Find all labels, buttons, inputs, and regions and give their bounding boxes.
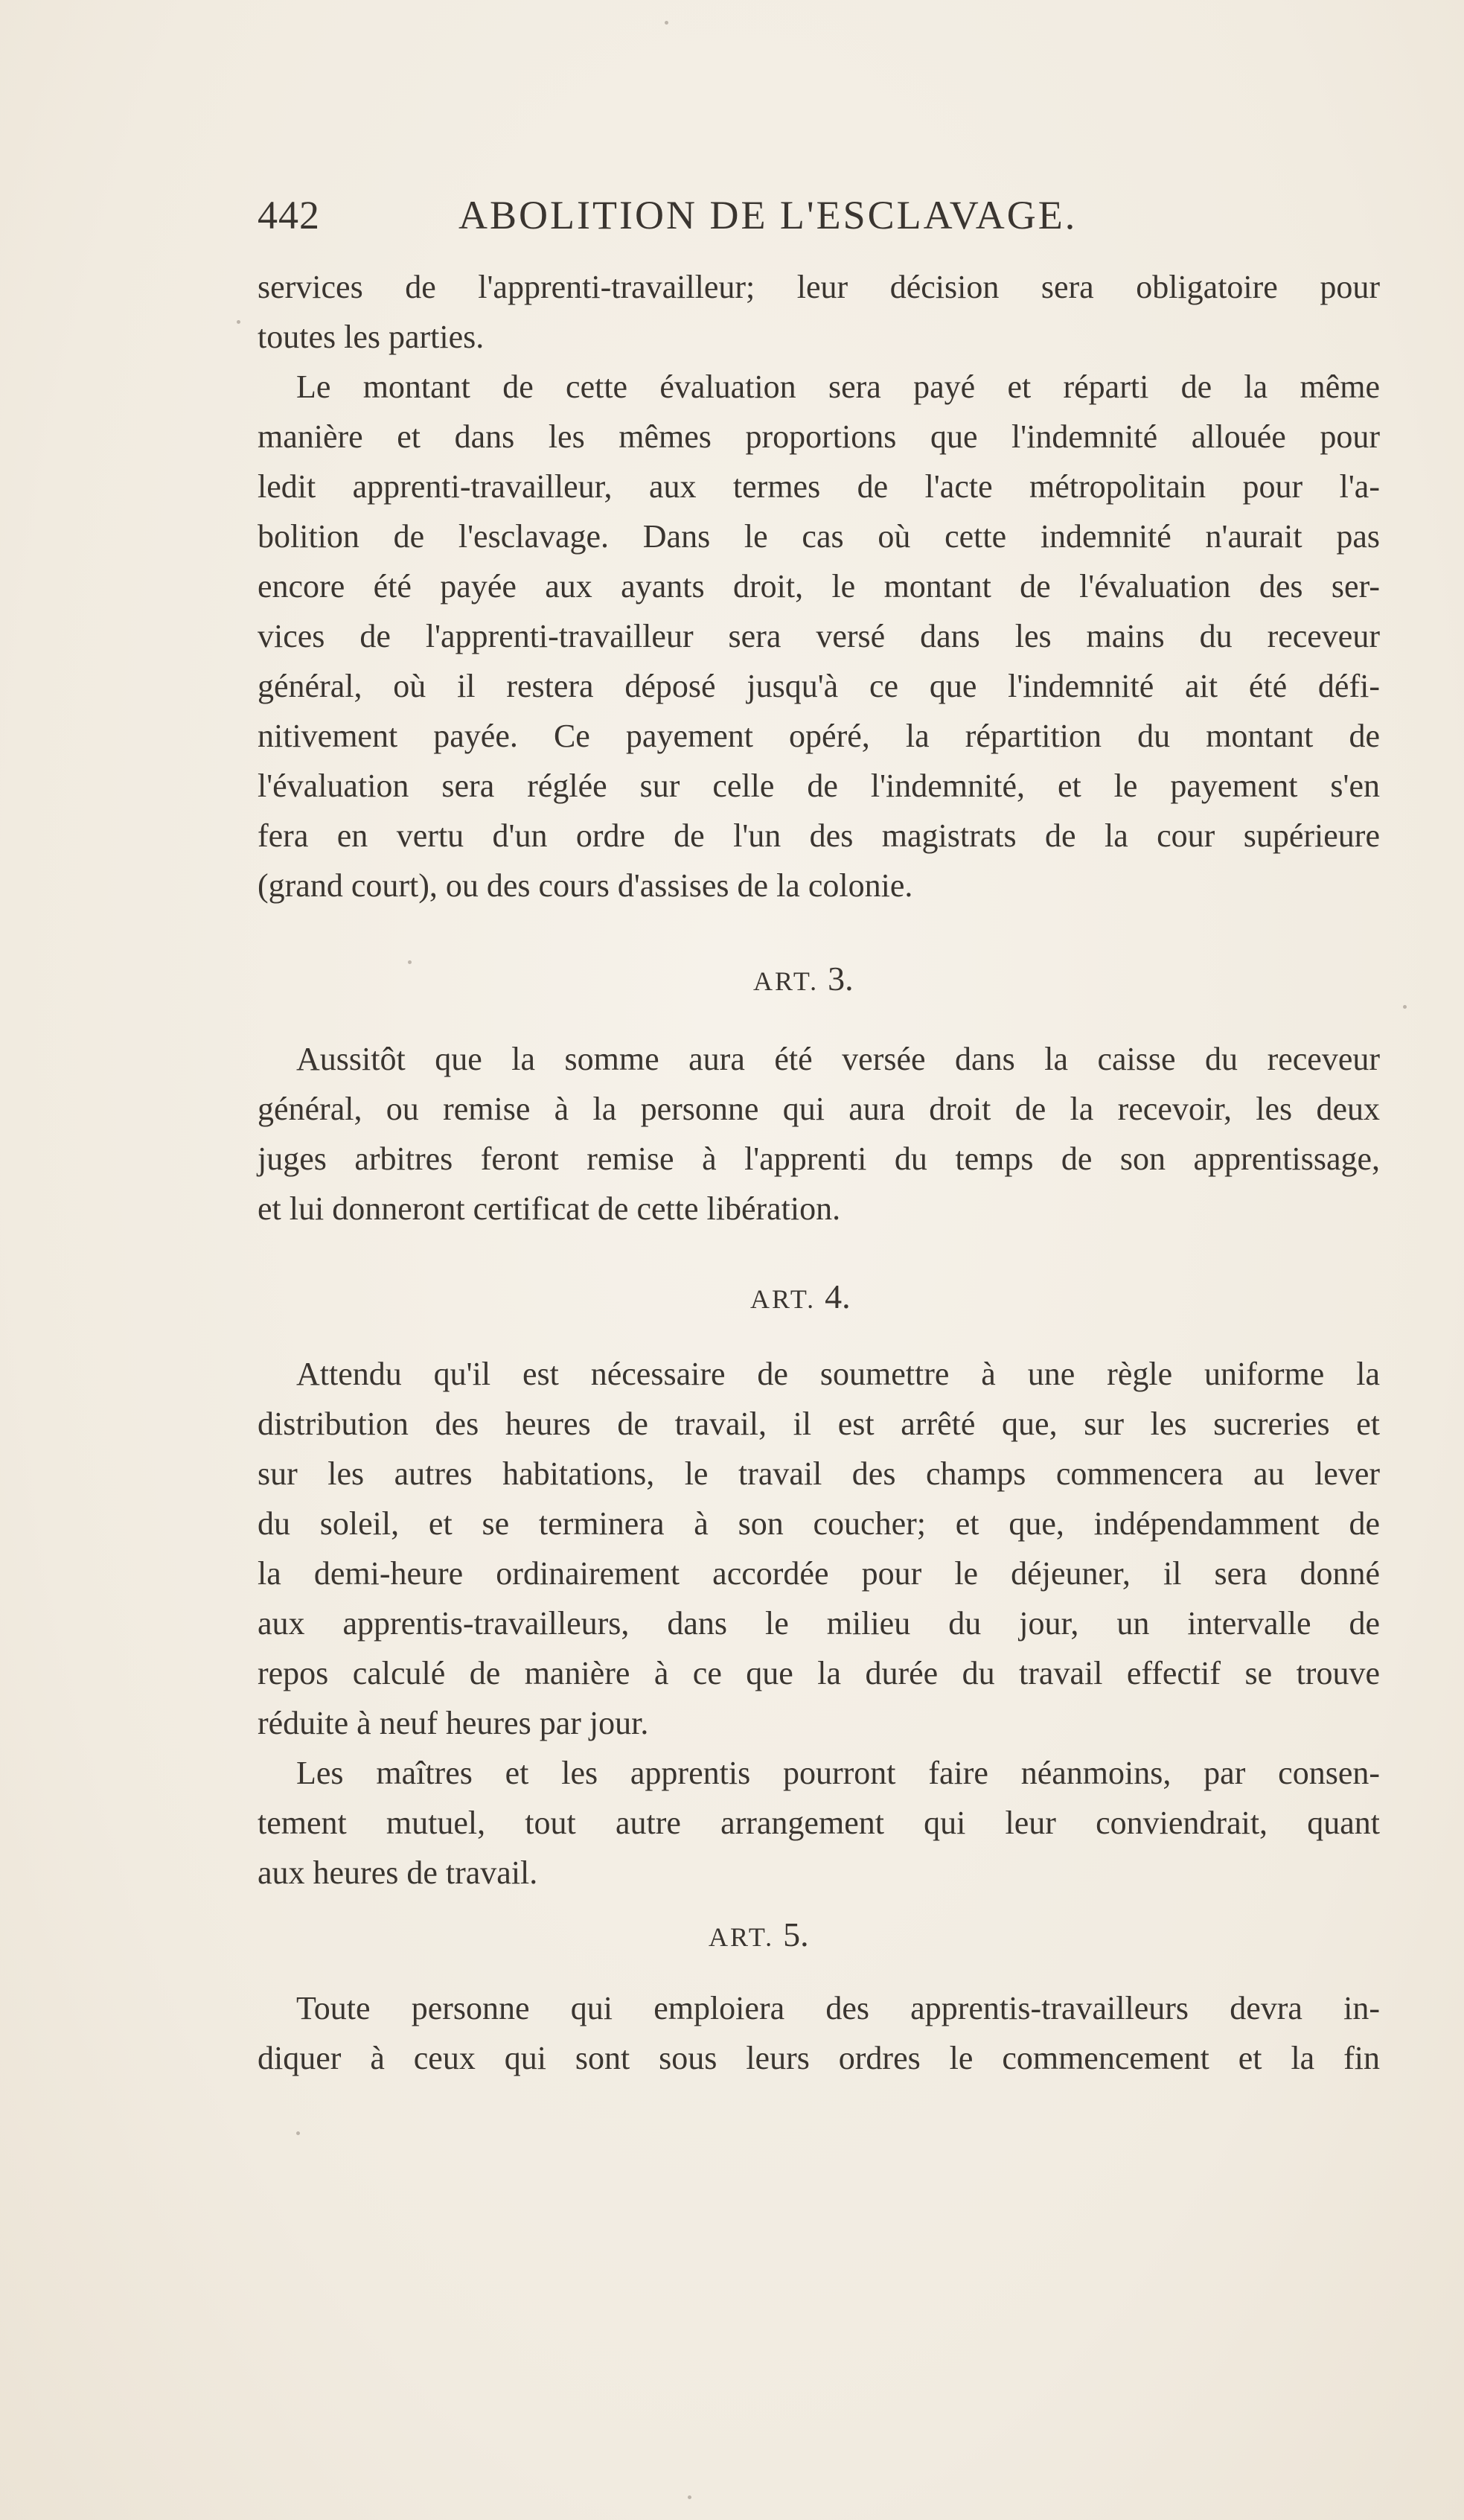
text-line: du soleil, et se terminera à son coucher; et que, indépendamment de: [258, 1505, 1380, 1542]
paper-speck: [688, 2495, 691, 2499]
text-line: repos calculé de manière à ce que la durée du travail effectif se trouve: [258, 1655, 1380, 1691]
text-line: bolition de l'esclavage. Dans le cas où cette indemnité n'aurait pas: [258, 518, 1380, 555]
text-line: Toute personne qui emploiera des apprentis-travailleurs devra in-: [296, 1990, 1380, 2026]
page-header: [258, 192, 1225, 244]
text-line: fera en vertu d'un ordre de l'un des magistrats de la cour supérieure: [258, 817, 1380, 854]
article-number: 4.: [825, 1277, 851, 1315]
article-number: 5.: [783, 1915, 809, 1953]
text-line: l'évaluation sera réglée sur celle de l'indemnité, et le payement s'en: [258, 768, 1380, 804]
text-line: réduite à neuf heures par jour.: [258, 1705, 649, 1741]
text-line: manière et dans les mêmes proportions que l'indemnité allouée pour: [258, 418, 1380, 455]
text-line: ledit apprenti-travailleur, aux termes de l'acte métropolitain pour l'a-: [258, 468, 1380, 505]
text-line: distribution des heures de travail, il est arrêté que, sur les sucreries et: [258, 1406, 1380, 1442]
paper-speck: [665, 21, 668, 25]
text-line: vices de l'apprenti-travailleur sera versé dans les mains du receveur: [258, 618, 1380, 654]
text-line: diquer à ceux qui sont sous leurs ordres le commencement et la fin: [258, 2040, 1380, 2076]
text-line: nitivement payée. Ce payement opéré, la répartition du montant de: [258, 718, 1380, 754]
text-line: et lui donneront certificat de cette libération.: [258, 1190, 841, 1227]
paper-speck: [296, 2131, 300, 2135]
text-line: services de l'apprenti-travailleur; leur décision sera obligatoire pour: [258, 269, 1380, 305]
article-4-body: [258, 1349, 1380, 1898]
article-heading-5: [709, 1915, 809, 1954]
article-prefix: ART.: [750, 1284, 816, 1314]
article-3-body: [258, 1034, 1380, 1234]
text-line: encore été payée aux ayants droit, le montant de l'évaluation des ser-: [258, 568, 1380, 605]
article-prefix: ART.: [709, 1922, 775, 1952]
text-line: sur les autres habitations, le travail des champs commencera au lever: [258, 1455, 1380, 1492]
article-prefix: ART.: [753, 966, 819, 996]
article-heading-3: [753, 959, 854, 998]
running-title: ABOLITION DE L'ESCLAVAGE.: [458, 193, 1078, 237]
text-line: (grand court), ou des cours d'assises de la colonie.: [258, 867, 913, 904]
paragraph-block-top: [258, 262, 1380, 910]
text-line: juges arbitres feront remise à l'apprenti du temps de son apprentissage,: [258, 1141, 1380, 1177]
text-line: aux apprentis-travailleurs, dans le milieu du jour, un intervalle de: [258, 1605, 1380, 1642]
text-line: tement mutuel, tout autre arrangement qui leur conviendrait, quant: [258, 1805, 1380, 1841]
text-line: aux heures de travail.: [258, 1854, 538, 1891]
paper-speck: [408, 960, 412, 964]
paper-speck: [237, 320, 240, 324]
page-number: 442: [258, 193, 320, 237]
text-line: la demi-heure ordinairement accordée pour le déjeuner, il sera donné: [258, 1555, 1380, 1592]
text-line: général, où il restera déposé jusqu'à ce que l'indemnité ait été défi-: [258, 668, 1380, 704]
text-line: Aussitôt que la somme aura été versée dans la caisse du receveur: [296, 1041, 1380, 1077]
text-line: Les maîtres et les apprentis pourront faire néanmoins, par consen-: [296, 1755, 1380, 1791]
article-heading-4: [750, 1277, 851, 1316]
article-number: 3.: [828, 960, 854, 998]
paper-speck: [1403, 1005, 1407, 1009]
text-line: général, ou remise à la personne qui aura droit de la recevoir, les deux: [258, 1091, 1380, 1127]
text-line: Le montant de cette évaluation sera payé et réparti de la même: [296, 369, 1380, 405]
text-line: Attendu qu'il est nécessaire de soumettre à une règle uniforme la: [296, 1356, 1380, 1392]
text-line: toutes les parties.: [258, 319, 485, 355]
article-5-body: [258, 1983, 1380, 2083]
